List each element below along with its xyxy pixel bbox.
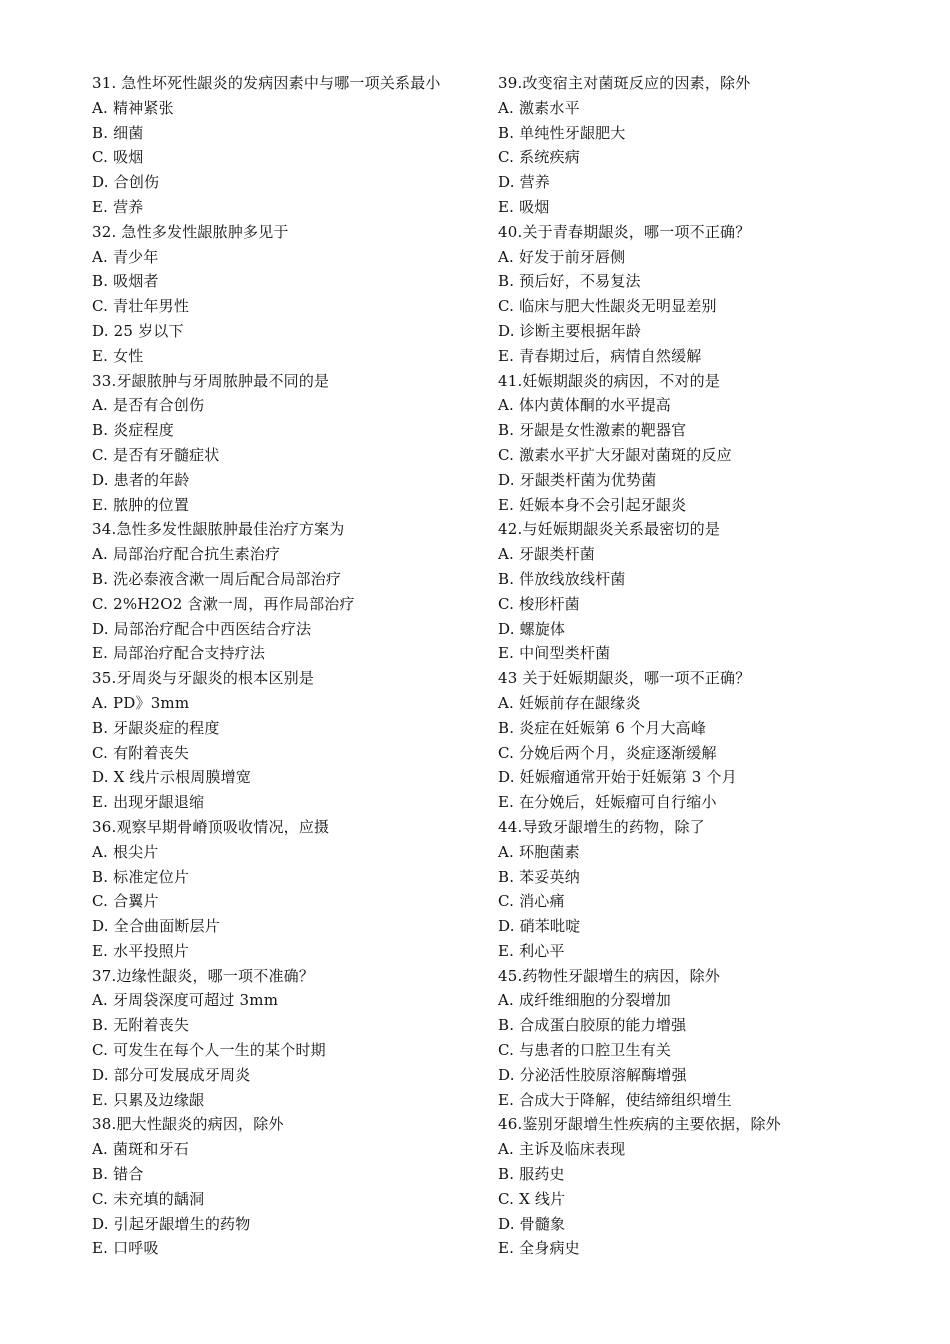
- question-block: [92, 369, 492, 518]
- answer-option: D. 25 岁以下: [92, 321, 184, 340]
- answer-option: D. 全合曲面断层片: [92, 917, 221, 936]
- question-block: [498, 666, 878, 815]
- question-block: [498, 369, 878, 518]
- question-stem: 43 关于妊娠期龈炎，哪一项不正确？: [498, 669, 751, 688]
- answer-option: C. 与患者的口腔卫生有关: [498, 1041, 672, 1060]
- question-stem: 38.肥大性龈炎的病因，除外: [92, 1115, 284, 1134]
- question-block: [498, 1112, 878, 1261]
- answer-option: C. 是否有牙髓症状: [92, 445, 220, 464]
- answer-option: A. 环胞菌素: [498, 842, 580, 861]
- answer-option: E. 全身病史: [498, 1239, 580, 1258]
- answer-option: C. 临床与肥大性龈炎无明显差别: [498, 297, 717, 316]
- answer-option: B. 单纯性牙龈肥大: [498, 123, 626, 142]
- answer-option: C. 合翼片: [92, 892, 159, 911]
- answer-option: D. 引起牙龈增生的药物: [92, 1214, 251, 1233]
- answer-option: D. 分泌活性胶原溶解酶增强: [498, 1065, 687, 1084]
- answer-option: C. 未充填的龋洞: [92, 1189, 205, 1208]
- right-column: [498, 71, 878, 1261]
- question-stem: 44.导致牙龈增生的药物，除了: [498, 817, 705, 836]
- answer-option: A. 是否有合创伤: [92, 396, 205, 415]
- answer-option: E. 利心平: [498, 941, 565, 960]
- question-stem: 32. 急性多发性龈脓肿多见于: [92, 222, 289, 241]
- answer-option: E. 水平投照片: [92, 941, 190, 960]
- answer-option: E. 出现牙龈退缩: [92, 793, 205, 812]
- question-block: [498, 964, 878, 1113]
- answer-option: A. 好发于前牙唇侧: [498, 247, 626, 266]
- answer-option: A. 根尖片: [92, 842, 159, 861]
- question-stem: 35.牙周炎与牙龈炎的根本区别是: [92, 669, 315, 688]
- answer-option: E. 脓肿的位置: [92, 495, 190, 514]
- question-stem: 46.鉴别牙龈增生性疾病的主要依据，除外: [498, 1115, 781, 1134]
- question-block: [92, 71, 492, 220]
- answer-option: A. 牙龈类杆菌: [498, 545, 595, 564]
- answer-option: B. 牙龈炎症的程度: [92, 718, 220, 737]
- question-stem: 39.改变宿主对菌斑反应的因素，除外: [498, 74, 751, 92]
- answer-option: D. X 线片示根周膜增宽: [92, 768, 252, 787]
- answer-option: A. 精神紧张: [92, 98, 174, 117]
- answer-option: E. 合成大于降解，使结缔组织增生: [498, 1090, 732, 1109]
- answer-option: C. 分娩后两个月，炎症逐渐缓解: [498, 743, 717, 762]
- answer-option: D. 营养: [498, 173, 551, 192]
- answer-option: E. 中间型类杆菌: [498, 644, 611, 663]
- answer-option: B. 炎症在妊娠第 6 个月大高峰: [498, 718, 707, 737]
- answer-option: D. 患者的年龄: [92, 470, 190, 489]
- answer-option: B. 细菌: [92, 123, 144, 142]
- question-block: [92, 666, 492, 815]
- question-stem: 31. 急性坏死性龈炎的发病因素中与哪一项关系最小: [92, 74, 441, 92]
- answer-option: D. 螺旋体: [498, 619, 566, 638]
- answer-option: A. 牙周袋深度可超过 3mm: [92, 991, 279, 1010]
- question-stem: 45.药物性牙龈增生的病因，除外: [498, 966, 721, 985]
- question-stem: 34.急性多发性龈脓肿最佳治疗方案为: [92, 520, 345, 539]
- answer-option: B. 错合: [92, 1165, 144, 1184]
- answer-option: A. 体内黄体酮的水平提高: [498, 396, 671, 415]
- question-block: [498, 815, 878, 964]
- answer-option: B. 合成蛋白胶原的能力增强: [498, 1016, 687, 1035]
- question-stem: 41.妊娠期龈炎的病因，不对的是: [498, 371, 721, 390]
- question-stem: 42.与妊娠期龈炎关系最密切的是: [498, 520, 721, 539]
- answer-option: B. 标准定位片: [92, 867, 190, 886]
- answer-option: D. 骨髓象: [498, 1214, 566, 1233]
- question-stem: 33.牙龈脓肿与牙周脓肿最不同的是: [92, 371, 330, 390]
- answer-option: E. 吸烟: [498, 197, 550, 216]
- answer-option: E. 只累及边缘龈: [92, 1090, 205, 1109]
- answer-option: D. 妊娠瘤通常开始于妊娠第 3 个月: [498, 768, 737, 787]
- question-block: [92, 220, 492, 369]
- answer-option: D. 局部治疗配合中西医结合疗法: [92, 619, 312, 638]
- answer-option: A. 妊娠前存在龈缘炎: [498, 693, 641, 712]
- answer-option: B. 吸烟者: [92, 272, 159, 291]
- answer-option: B. 洗必泰液含漱一周后配合局部治疗: [92, 569, 342, 588]
- question-block: [498, 220, 878, 369]
- answer-option: A. 成纤维细胞的分裂增加: [498, 991, 671, 1010]
- answer-option: C. 激素水平扩大牙龈对菌斑的反应: [498, 445, 732, 464]
- question-block: [92, 1112, 492, 1261]
- answer-option: C. X 线片: [498, 1189, 566, 1208]
- answer-option: B. 无附着丧失: [92, 1016, 190, 1035]
- answer-option: E. 口呼吸: [92, 1239, 159, 1258]
- answer-option: C. 2%H2O2 含漱一周，再作局部治疗: [92, 594, 355, 613]
- answer-option: E. 青春期过后，病情自然缓解: [498, 346, 702, 365]
- answer-option: B. 牙龈是女性激素的靶器官: [498, 421, 687, 440]
- answer-option: A. 主诉及临床表现: [498, 1140, 626, 1159]
- answer-option: D. 部分可发展成牙周炎: [92, 1065, 251, 1084]
- answer-option: C. 梭形杆菌: [498, 594, 580, 613]
- answer-option: E. 妊娠本身不会引起牙龈炎: [498, 495, 687, 514]
- question-stem: 40.关于青春期龈炎，哪一项不正确？: [498, 222, 751, 241]
- answer-option: A. 菌斑和牙石: [92, 1140, 189, 1159]
- question-stem: 36.观察早期骨嵴顶吸收情况，应摄: [92, 817, 330, 836]
- answer-option: E. 女性: [92, 346, 144, 365]
- answer-option: D. 诊断主要根据年龄: [498, 321, 642, 340]
- answer-option: B. 伴放线放线杆菌: [498, 569, 626, 588]
- answer-option: D. 合创伤: [92, 173, 160, 192]
- question-block: [92, 517, 492, 666]
- answer-option: A. 青少年: [92, 247, 159, 266]
- answer-option: C. 吸烟: [92, 148, 144, 167]
- answer-option: C. 消心痛: [498, 892, 565, 911]
- answer-option: C. 可发生在每个人一生的某个时期: [92, 1041, 326, 1060]
- answer-option: E. 在分娩后，妊娠瘤可自行缩小: [498, 793, 717, 812]
- answer-option: A. 激素水平: [498, 98, 580, 117]
- question-block: [92, 815, 492, 964]
- answer-option: D. 牙龈类杆菌为优势菌: [498, 470, 657, 489]
- question-stem: 37.边缘性龈炎，哪一项不准确？: [92, 966, 315, 985]
- answer-option: D. 硝苯吡啶: [498, 917, 581, 936]
- answer-option: E. 营养: [92, 197, 144, 216]
- answer-option: C. 青壮年男性: [92, 297, 190, 316]
- question-block: [498, 517, 878, 666]
- question-block: [92, 964, 492, 1113]
- answer-option: C. 有附着丧失: [92, 743, 190, 762]
- answer-option: B. 炎症程度: [92, 421, 174, 440]
- answer-option: B. 苯妥英纳: [498, 867, 580, 886]
- answer-option: A. PD》3mm: [92, 693, 190, 712]
- question-block: [498, 71, 878, 220]
- answer-option: B. 预后好，不易复法: [498, 272, 641, 291]
- answer-option: C. 系统疾病: [498, 148, 580, 167]
- answer-option: A. 局部治疗配合抗生素治疗: [92, 545, 281, 564]
- answer-option: B. 服药史: [498, 1165, 565, 1184]
- left-column: [92, 71, 492, 1261]
- answer-option: E. 局部治疗配合支持疗法: [92, 644, 266, 663]
